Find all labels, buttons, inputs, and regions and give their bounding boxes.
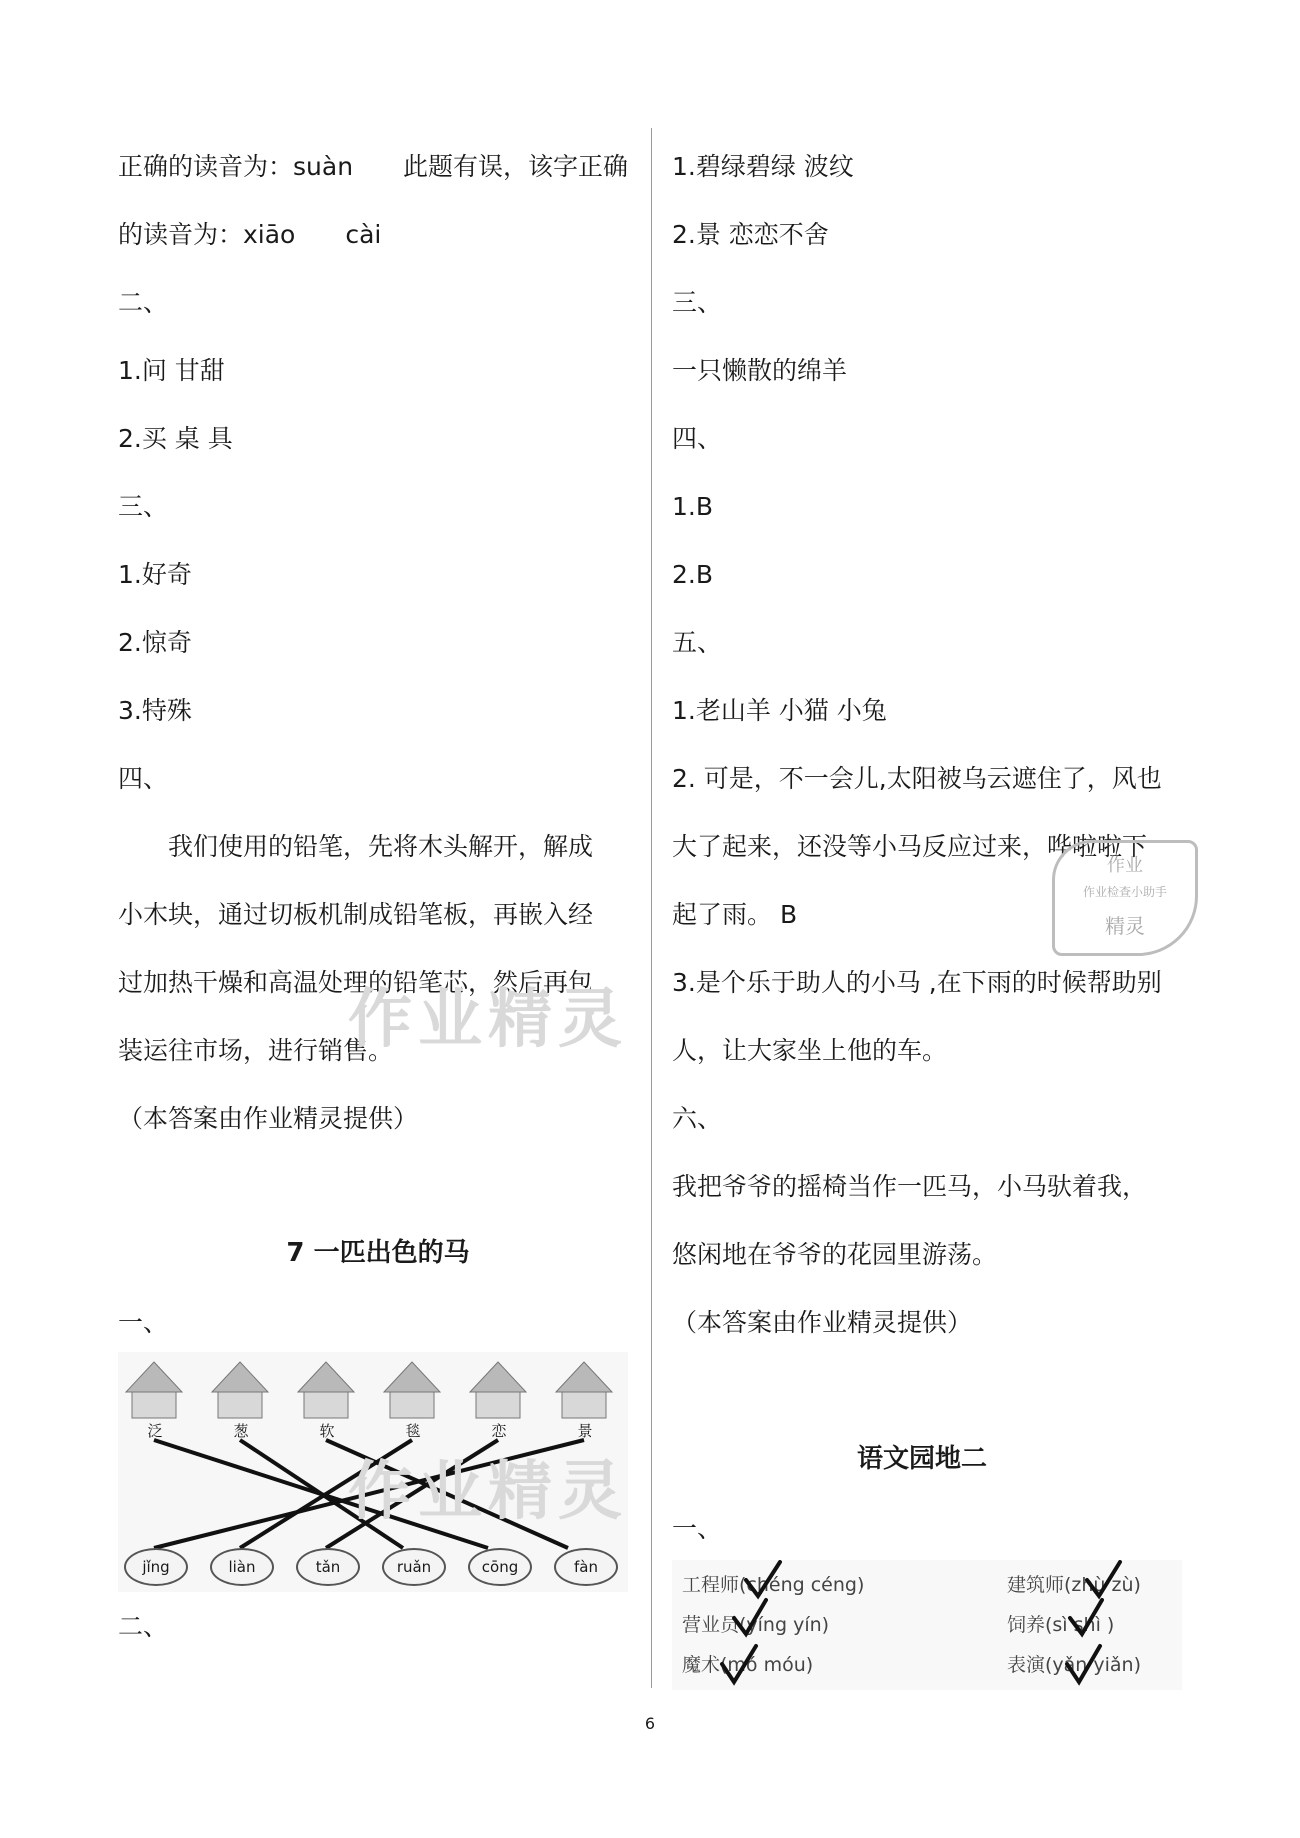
choice-item: 饲养(sì shì ) <box>1007 1614 1115 1636</box>
answer-line: 2. 可是，不一会儿,太阳被乌云遮住了，风也 <box>672 764 1162 793</box>
house-icon <box>304 1392 348 1418</box>
house-icon <box>384 1362 440 1392</box>
answer-line: 我把爷爷的摇椅当作一匹马，小马驮着我， <box>672 1172 1148 1201</box>
house-icon <box>470 1362 526 1392</box>
answer-line: 2.惊奇 <box>118 628 192 657</box>
section-label: 四、 <box>672 424 723 453</box>
answer-line: 1.B <box>672 492 714 521</box>
page-number: 6 <box>644 1714 656 1733</box>
matching-exercise <box>118 1352 628 1592</box>
section-label: 四、 <box>118 764 169 793</box>
answer-line: 1.碧绿碧绿 波纹 <box>672 152 854 181</box>
answer-line: 悠闲地在爷爷的花园里游荡。 <box>672 1240 998 1269</box>
answer-line: 1.好奇 <box>118 560 192 589</box>
answer-line: 3.特殊 <box>118 696 192 725</box>
section-title: 语文园地二 <box>856 1444 987 1474</box>
house-icon <box>126 1362 182 1392</box>
matching-lines <box>118 1352 628 1592</box>
section-label: 五、 <box>672 628 723 657</box>
house-icon <box>218 1392 262 1418</box>
answer-line: 1.老山羊 小猫 小兔 <box>672 696 887 725</box>
pinyin-oval: fàn <box>554 1548 618 1586</box>
house-icon <box>298 1362 354 1392</box>
column-divider <box>651 128 652 1688</box>
answer-line: 2.景 恋恋不舍 <box>672 220 829 249</box>
section-label: 二、 <box>118 1612 169 1641</box>
answer-line: 人，让大家坐上他的车。 <box>672 1036 948 1065</box>
choice-item: 魔术(mó móu) <box>682 1654 814 1676</box>
credit-line: （本答案由作业精灵提供） <box>118 1104 419 1133</box>
paragraph-line: 过加热干燥和高温处理的铅笔芯，然后再包 <box>118 968 594 997</box>
section-label: 一、 <box>672 1514 723 1543</box>
house-char: 景 <box>577 1422 593 1440</box>
house-icon <box>132 1392 176 1418</box>
check-icon <box>1070 1600 1102 1634</box>
house-icon <box>390 1392 434 1418</box>
choice-item: 建筑师(zhù zù) <box>1007 1574 1141 1596</box>
pronunciation-exercise <box>672 1560 1182 1690</box>
house-char: 葱 <box>233 1422 249 1440</box>
house-char: 泛 <box>147 1422 163 1440</box>
check-icon <box>1087 1562 1120 1596</box>
check-icon <box>746 1562 780 1596</box>
pinyin-oval: tǎn <box>296 1548 360 1586</box>
answer-line: 一只懒散的绵羊 <box>672 356 848 385</box>
check-icon <box>1067 1646 1100 1682</box>
stamp-logo: 作业 作业检查小助手 精灵 <box>1052 840 1198 956</box>
check-icon <box>722 1646 756 1682</box>
house-char: 毯 <box>405 1422 421 1440</box>
answer-line: 起了雨。 B <box>672 900 798 929</box>
paragraph-line: 装运往市场，进行销售。 <box>118 1036 394 1065</box>
watermark: 作业精灵 <box>348 983 628 1057</box>
answer-line: 的读音为：xiāo cài <box>118 220 382 249</box>
house-icon <box>476 1392 520 1418</box>
answer-line: 3.是个乐于助人的小马 ,在下雨的时候帮助别 <box>672 968 1162 997</box>
check-marks <box>672 1560 1182 1690</box>
pinyin-oval: cōng <box>468 1548 532 1586</box>
choice-item: 工程师(chéng céng) <box>682 1574 865 1596</box>
house-char: 软 <box>319 1422 335 1440</box>
answer-line: 正确的读音为：suàn 此题有误，该字正确 <box>118 152 629 181</box>
pinyin-oval: jǐng <box>124 1548 188 1586</box>
house-char: 恋 <box>491 1422 507 1440</box>
paragraph-line: 小木块，通过切板机制成铅笔板，再嵌入经 <box>118 900 594 929</box>
house-icon <box>562 1392 606 1418</box>
answer-line: 2.B <box>672 560 714 589</box>
section-label: 三、 <box>118 492 169 521</box>
credit-line: （本答案由作业精灵提供） <box>672 1308 973 1337</box>
house-icon <box>556 1362 612 1392</box>
pinyin-oval: liàn <box>210 1548 274 1586</box>
choice-item: 营业员(yíng yín) <box>682 1614 830 1636</box>
paragraph-line: 我们使用的铅笔，先将木头解开，解成 <box>118 832 594 861</box>
section-label: 一、 <box>118 1308 169 1337</box>
answer-line: 2.买 桌 具 <box>118 424 233 453</box>
section-label: 二、 <box>118 288 169 317</box>
answer-line: 1.问 甘甜 <box>118 356 225 385</box>
house-icon <box>212 1362 268 1392</box>
lesson-title: 7 一匹出色的马 <box>286 1238 470 1268</box>
answer-line: 大了起来，还没等小马反应过来，哗啦啦下 <box>672 832 1148 861</box>
choice-item: 表演(yǎn yiǎn) <box>1007 1654 1142 1676</box>
pinyin-oval: ruǎn <box>382 1548 446 1586</box>
section-label: 六、 <box>672 1104 723 1133</box>
watermark: 作业精灵 <box>348 1455 628 1529</box>
check-icon <box>734 1600 766 1634</box>
section-label: 三、 <box>672 288 723 317</box>
